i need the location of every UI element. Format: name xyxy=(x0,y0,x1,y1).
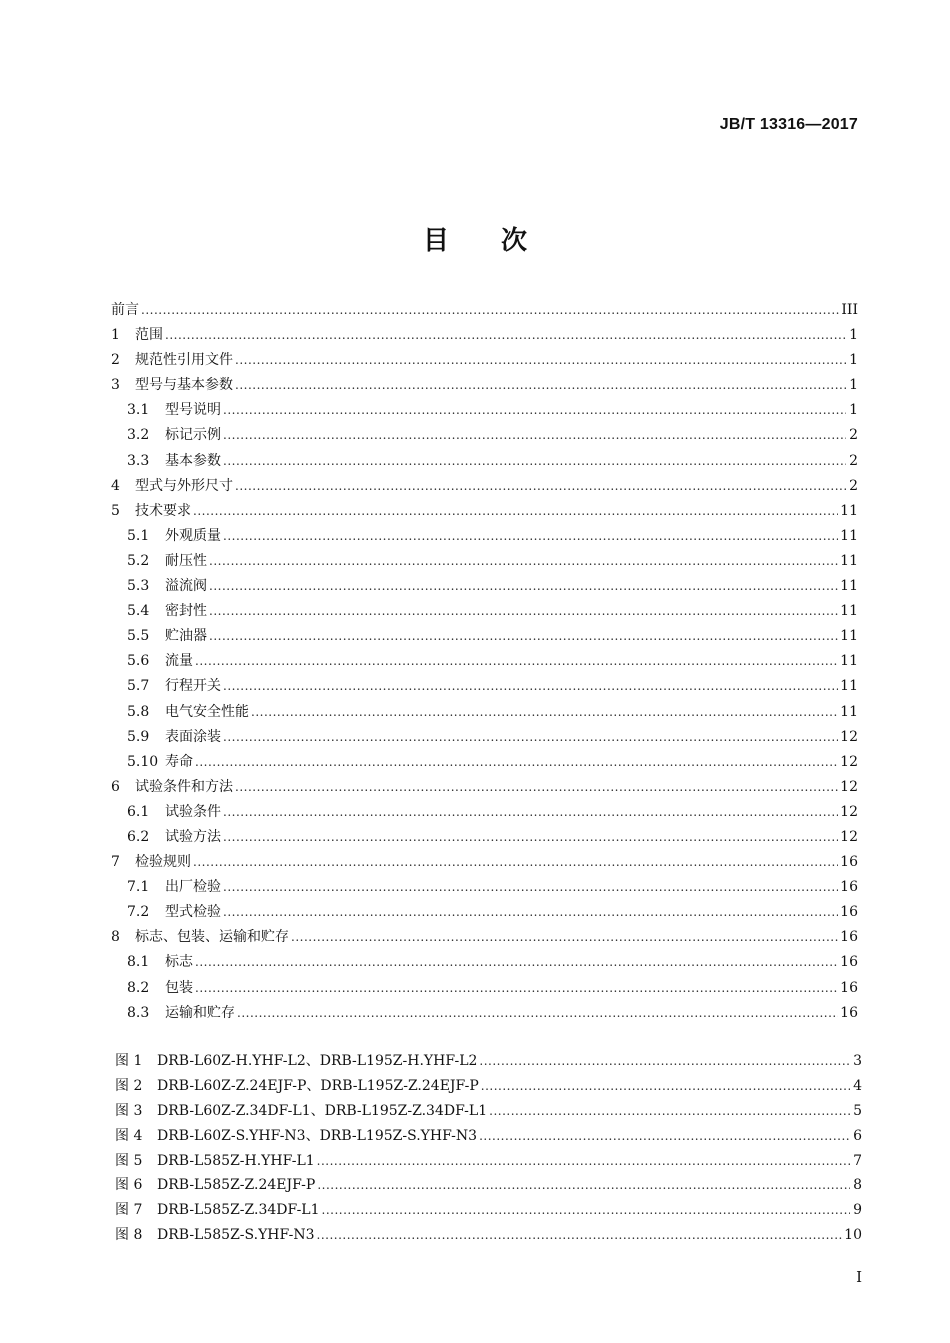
toc-entry[interactable] xyxy=(111,900,858,925)
toc-entry-number: 图 4 xyxy=(115,1127,143,1144)
toc-entry-page: 11 xyxy=(840,603,858,620)
leader-dots xyxy=(165,323,846,348)
toc-entry-label: 范围 xyxy=(135,327,163,344)
toc-entry-page: 16 xyxy=(840,954,858,971)
toc-entry[interactable] xyxy=(111,624,858,649)
leader-dots xyxy=(209,624,838,649)
toc-entry-label: 行程开关 xyxy=(165,678,221,695)
toc-entry-page: 12 xyxy=(840,753,858,770)
toc-entry[interactable] xyxy=(111,549,858,574)
toc-entry-label: 贮油器 xyxy=(165,628,207,645)
toc-entry-number: 5 xyxy=(111,502,120,519)
toc-entry-number: 图 3 xyxy=(115,1102,143,1119)
toc-entry-page: 16 xyxy=(840,904,858,921)
toc-entry-number: 5.9 xyxy=(127,728,150,745)
toc-entry-label: DRB-L585Z-Z.24EJF-P xyxy=(157,1177,316,1194)
toc-entry-page: 16 xyxy=(840,979,858,996)
toc-entry-page: 11 xyxy=(840,678,858,695)
toc-entry-page: 2 xyxy=(849,477,858,494)
toc-entry-label: 试验条件和方法 xyxy=(135,778,233,795)
toc-entry-label: 流量 xyxy=(165,653,193,670)
toc-entry-number: 8 xyxy=(111,929,120,946)
leader-dots xyxy=(223,825,838,850)
toc-entry-page: 3 xyxy=(853,1053,862,1069)
toc-entry[interactable] xyxy=(111,449,858,474)
toc-entry-label: 表面涂装 xyxy=(165,728,221,745)
toc-entry-label: 基本参数 xyxy=(165,452,221,469)
toc-entry-label: 电气安全性能 xyxy=(165,703,249,720)
page-title: 目次 xyxy=(422,226,579,256)
figure-entry[interactable] xyxy=(115,1149,862,1174)
toc-entry-label: 技术要求 xyxy=(135,502,191,519)
toc-entry[interactable] xyxy=(111,574,858,599)
toc-entry-page: 10 xyxy=(844,1227,862,1244)
leader-dots xyxy=(235,348,846,373)
toc-entry-number: 4 xyxy=(111,477,120,494)
toc-entry[interactable] xyxy=(111,825,858,850)
leader-dots xyxy=(317,1173,850,1198)
toc-entry-label: DRB-L60Z-S.YHF-N3、DRB-L195Z-S.YHF-N3 xyxy=(157,1127,478,1144)
leader-dots xyxy=(317,1223,843,1248)
toc-entry-number: 5.7 xyxy=(127,678,150,695)
toc-entry-number: 5.6 xyxy=(127,653,150,670)
toc-entry-page: 16 xyxy=(840,854,858,871)
toc-entry-page: 2 xyxy=(849,452,858,469)
leader-dots xyxy=(223,398,846,423)
toc-entry[interactable] xyxy=(111,976,858,1001)
toc-entry-page: 11 xyxy=(840,578,858,595)
leader-dots xyxy=(479,1124,850,1149)
toc-entry-number: 6 xyxy=(111,778,120,795)
leader-dots xyxy=(235,775,838,800)
leader-dots xyxy=(291,925,838,950)
toc-entry-number: 8.3 xyxy=(127,1004,150,1021)
toc-entry-label: 耐压性 xyxy=(165,552,207,569)
toc-entry-number: 8.1 xyxy=(127,954,150,971)
toc-entry[interactable] xyxy=(111,423,858,448)
toc-entry-page: 16 xyxy=(840,1004,858,1021)
toc-entry-label: 试验方法 xyxy=(165,828,221,845)
toc-entry[interactable] xyxy=(111,649,858,674)
toc-entry-page: 7 xyxy=(853,1152,862,1169)
toc-entry[interactable] xyxy=(111,499,858,524)
toc-entry-page: 12 xyxy=(840,803,858,820)
leader-dots xyxy=(223,423,846,448)
toc-entry-page: 11 xyxy=(840,703,858,720)
figure-entry[interactable] xyxy=(115,1198,862,1223)
figure-entry[interactable] xyxy=(115,1223,862,1248)
toc-entry[interactable] xyxy=(111,775,858,800)
toc-entry-label: 溢流阀 xyxy=(165,578,207,595)
leader-dots xyxy=(223,875,838,900)
toc-entry-page: 11 xyxy=(840,502,858,519)
toc-entry-number: 7.1 xyxy=(127,879,150,896)
leader-dots xyxy=(209,574,838,599)
toc-entry-label: 试验条件 xyxy=(165,803,221,820)
leader-dots xyxy=(489,1099,850,1124)
leader-dots xyxy=(209,599,838,624)
toc-entry-page: 1 xyxy=(849,377,858,394)
leader-dots xyxy=(195,750,838,775)
toc-entry-page: 8 xyxy=(853,1177,862,1194)
toc-entry-page: 16 xyxy=(840,929,858,946)
leader-dots xyxy=(322,1198,850,1223)
toc-entry[interactable] xyxy=(111,398,858,423)
toc-entry-label: DRB-L585Z-Z.34DF-L1 xyxy=(157,1202,320,1219)
toc-entry-number: 8.2 xyxy=(127,979,150,996)
leader-dots xyxy=(195,649,838,674)
toc-entry[interactable] xyxy=(111,1001,858,1026)
leader-dots xyxy=(317,1149,850,1174)
toc-entry-label: 型号与基本参数 xyxy=(135,377,233,394)
toc-entry-number: 5.4 xyxy=(127,603,150,620)
figure-entry[interactable] xyxy=(115,1099,862,1124)
toc-entry-number: 2 xyxy=(111,352,120,369)
toc-entry-label: 检验规则 xyxy=(135,854,191,871)
toc-entry-page: 11 xyxy=(840,628,858,645)
toc-entry-page: 11 xyxy=(840,527,858,544)
standard-code: JB/T 13316—2017 xyxy=(719,116,858,133)
toc-entry-label: 型式与外形尺寸 xyxy=(135,477,233,494)
toc-entry-page: 1 xyxy=(849,402,858,419)
toc-entry-page: 11 xyxy=(840,552,858,569)
toc-entry-label: DRB-L60Z-Z.24EJF-P、DRB-L195Z-Z.24EJF-P xyxy=(157,1077,479,1094)
toc-entry-number: 5.5 xyxy=(127,628,150,645)
toc-entry-label: 外观质量 xyxy=(165,527,221,544)
toc-entry-label: 标记示例 xyxy=(165,427,221,444)
toc-entry-page: 12 xyxy=(840,828,858,845)
figure-list xyxy=(115,1049,862,1248)
toc-entry-number: 图 6 xyxy=(115,1177,143,1194)
toc-entry-page: 9 xyxy=(853,1202,862,1219)
toc-entry-label: 前言 xyxy=(111,302,139,318)
leader-dots xyxy=(237,1001,838,1026)
leader-dots xyxy=(235,474,846,499)
leader-dots xyxy=(223,524,838,549)
toc-entry-number: 图 8 xyxy=(115,1227,143,1244)
leader-dots xyxy=(223,800,838,825)
toc-entry-label: DRB-L585Z-H.YHF-L1 xyxy=(157,1152,315,1169)
leader-dots xyxy=(479,1049,850,1074)
toc-entry[interactable] xyxy=(111,800,858,825)
toc-entry-page: 12 xyxy=(840,728,858,745)
toc-entry-label: 规范性引用文件 xyxy=(135,352,233,369)
toc-entry-page: 4 xyxy=(853,1077,862,1094)
toc-entry-label: DRB-L585Z-S.YHF-N3 xyxy=(157,1227,315,1244)
toc-entry-page: 5 xyxy=(853,1102,862,1119)
leader-dots xyxy=(235,373,846,398)
toc-entry-page: 1 xyxy=(849,327,858,344)
toc-entry-number: 图 2 xyxy=(115,1077,143,1094)
toc-entry[interactable] xyxy=(111,850,858,875)
figure-entry[interactable] xyxy=(115,1074,862,1099)
toc-entry[interactable] xyxy=(111,298,858,323)
leader-dots xyxy=(481,1074,850,1099)
toc-entry[interactable] xyxy=(111,674,858,699)
leader-dots xyxy=(223,449,846,474)
toc-entry-number: 5.1 xyxy=(127,527,150,544)
toc-entry-number: 3 xyxy=(111,377,120,394)
toc-entry-page: III xyxy=(841,302,858,318)
toc-entry-number: 3.3 xyxy=(127,452,150,469)
toc-entry[interactable] xyxy=(111,474,858,499)
toc-entry-number: 5.10 xyxy=(127,753,159,770)
toc-entry-page: 2 xyxy=(849,427,858,444)
toc-entry[interactable] xyxy=(111,700,858,725)
toc-entry[interactable] xyxy=(111,373,858,398)
leader-dots xyxy=(195,950,838,975)
figure-entry[interactable] xyxy=(115,1049,862,1074)
toc-entry-number: 5.3 xyxy=(127,578,150,595)
leader-dots xyxy=(141,298,839,323)
toc-entry-page: 11 xyxy=(840,653,858,670)
toc-entry-label: 出厂检验 xyxy=(165,879,221,896)
toc-entry-label: 寿命 xyxy=(165,753,193,770)
toc-entry-number: 6.2 xyxy=(127,828,150,845)
toc-entry[interactable] xyxy=(111,750,858,775)
figure-entry[interactable] xyxy=(115,1124,862,1149)
toc-entry-number: 3.1 xyxy=(127,402,150,419)
toc-entry[interactable] xyxy=(111,323,858,348)
toc-entry-number: 5.8 xyxy=(127,703,150,720)
leader-dots xyxy=(193,499,838,524)
toc-entry-number: 图 7 xyxy=(115,1202,143,1219)
toc-entry[interactable] xyxy=(111,950,858,975)
toc-entry-number: 6.1 xyxy=(127,803,150,820)
leader-dots xyxy=(223,674,838,699)
leader-dots xyxy=(193,850,838,875)
leader-dots xyxy=(223,900,838,925)
leader-dots xyxy=(209,549,838,574)
table-of-contents xyxy=(111,298,858,1026)
toc-entry[interactable] xyxy=(111,524,858,549)
toc-entry-number: 图 5 xyxy=(115,1152,143,1169)
toc-entry-number: 7.2 xyxy=(127,904,150,921)
leader-dots xyxy=(223,725,838,750)
toc-entry-number: 1 xyxy=(111,327,120,344)
toc-entry-label: DRB-L60Z-Z.34DF-L1、DRB-L195Z-Z.34DF-L1 xyxy=(157,1102,488,1119)
toc-entry-page: 1 xyxy=(849,352,858,369)
toc-entry-label: 密封性 xyxy=(165,603,207,620)
toc-entry-number: 3.2 xyxy=(127,427,150,444)
toc-entry-page: 16 xyxy=(840,879,858,896)
toc-entry-label: 包装 xyxy=(165,979,193,996)
toc-entry-label: 标志 xyxy=(165,954,193,971)
toc-entry-label: 标志、包装、运输和贮存 xyxy=(135,929,289,946)
leader-dots xyxy=(251,700,838,725)
figure-entry[interactable] xyxy=(115,1173,862,1198)
leader-dots xyxy=(195,976,838,1001)
toc-entry[interactable] xyxy=(111,925,858,950)
toc-entry-number: 7 xyxy=(111,854,120,871)
toc-entry-label: DRB-L60Z-H.YHF-L2、DRB-L195Z-H.YHF-L2 xyxy=(157,1053,478,1069)
toc-entry[interactable] xyxy=(111,725,858,750)
toc-entry-number: 5.2 xyxy=(127,552,150,569)
toc-entry[interactable] xyxy=(111,599,858,624)
toc-entry[interactable] xyxy=(111,348,858,373)
toc-entry-label: 运输和贮存 xyxy=(165,1004,235,1021)
toc-entry-page: 12 xyxy=(840,778,858,795)
toc-entry-number: 图 1 xyxy=(115,1053,143,1069)
page-number: I xyxy=(856,1268,862,1286)
toc-entry-page: 6 xyxy=(853,1127,862,1144)
toc-entry-label: 型号说明 xyxy=(165,402,221,419)
toc-entry-label: 型式检验 xyxy=(165,904,221,921)
toc-entry[interactable] xyxy=(111,875,858,900)
